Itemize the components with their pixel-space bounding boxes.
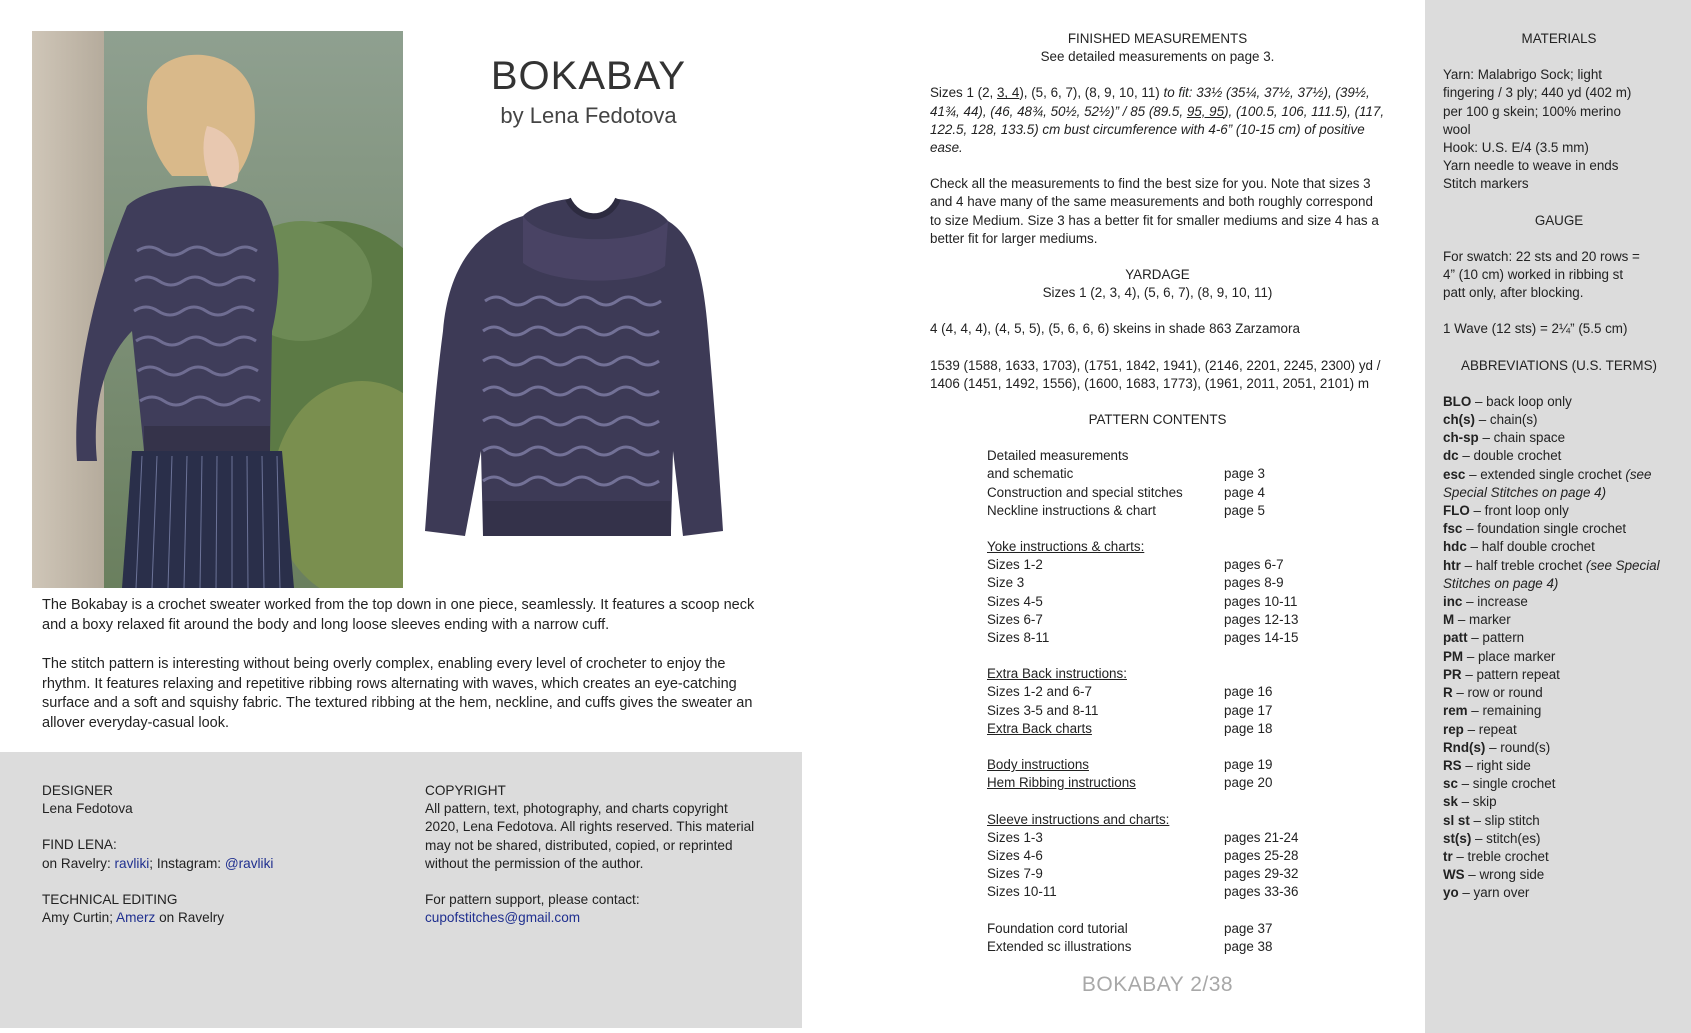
yardage-heading: YARDAGE bbox=[1125, 267, 1190, 283]
abbreviation-term: htr bbox=[1443, 557, 1461, 573]
gauge-line-3: patt only, after blocking. bbox=[1443, 285, 1584, 301]
contents-page: pages 33-36 bbox=[1224, 884, 1299, 900]
abbreviation-definition: – round(s) bbox=[1485, 739, 1551, 755]
abbreviation-definition: – stitch(es) bbox=[1471, 830, 1541, 846]
contents-group-sleeve bbox=[987, 811, 1385, 902]
abbreviation-term: yo bbox=[1443, 885, 1459, 901]
abbreviation-definition: – chain(s) bbox=[1475, 412, 1538, 428]
abbreviation-term: sk bbox=[1443, 794, 1458, 810]
abbreviation-term: ch(s) bbox=[1443, 412, 1475, 428]
materials-yarn-line-3: per 100 g skein; 100% merino bbox=[1443, 103, 1621, 119]
contents-group-tutorials bbox=[987, 920, 1385, 956]
contents-row bbox=[987, 920, 1385, 938]
contents-row bbox=[987, 774, 1385, 792]
abbreviation-note: (see Special Stitches on page 4) bbox=[1443, 557, 1660, 591]
contents-label: Neckline instructions & chart bbox=[987, 502, 1156, 518]
contents-row bbox=[987, 484, 1385, 502]
abbreviation-term: R bbox=[1443, 685, 1453, 701]
abbreviation-term: st(s) bbox=[1443, 830, 1472, 846]
abbreviation-definition: – place marker bbox=[1463, 648, 1556, 664]
contents-label: Sizes 6-7 bbox=[987, 611, 1043, 627]
contents-row bbox=[987, 938, 1385, 956]
model-photo-illustration bbox=[32, 31, 403, 588]
yoke-section-title[interactable]: Yoke instructions & charts: bbox=[987, 539, 1145, 555]
contents-row bbox=[987, 556, 1385, 574]
contents-group-extra-back bbox=[987, 665, 1385, 738]
materials-hook: Hook: U.S. E/4 (3.5 mm) bbox=[1443, 140, 1589, 156]
contents-label: Construction and special stitches bbox=[987, 484, 1183, 500]
contents-label: and schematic bbox=[987, 466, 1074, 482]
abbreviation-definition: – foundation single crochet bbox=[1462, 521, 1627, 537]
abbreviation-item bbox=[1443, 812, 1675, 830]
contents-page: pages 21-24 bbox=[1224, 829, 1299, 845]
sizes-underlined-1: 3, 4 bbox=[996, 85, 1020, 101]
contents-row bbox=[987, 883, 1385, 901]
tech-editor-link[interactable]: Amerz bbox=[116, 910, 156, 926]
cover-title-block bbox=[403, 52, 774, 130]
abbreviation-definition: – slip stitch bbox=[1469, 812, 1540, 828]
find-mid: ; Instagram: bbox=[149, 855, 225, 871]
contents-label: Sizes 4-6 bbox=[987, 847, 1043, 863]
contents-group-body bbox=[987, 756, 1385, 792]
contents-row bbox=[987, 574, 1385, 592]
contents-label: Sizes 3-5 and 8-11 bbox=[987, 702, 1099, 718]
materials-sidebar bbox=[1425, 0, 1691, 1033]
abbreviation-item bbox=[1443, 757, 1675, 775]
abbreviation-definition: – pattern bbox=[1467, 630, 1525, 646]
abbreviation-term: M bbox=[1443, 612, 1455, 628]
contents-row bbox=[987, 829, 1385, 847]
contents-row bbox=[987, 720, 1385, 738]
abbreviation-term: fsc bbox=[1443, 521, 1463, 537]
sizes-text-a: Sizes 1 (2, bbox=[930, 85, 997, 101]
abbreviation-item bbox=[1443, 411, 1675, 429]
abbreviation-item bbox=[1443, 629, 1675, 647]
abbreviation-item bbox=[1443, 447, 1675, 465]
tech-editing-label: TECHNICAL EDITING bbox=[42, 891, 178, 907]
instagram-link[interactable]: @ravliki bbox=[224, 855, 274, 871]
contents-label: Size 3 bbox=[987, 575, 1025, 591]
abbreviation-definition: – treble crochet bbox=[1452, 848, 1549, 864]
materials-yarn-line-4: wool bbox=[1443, 121, 1471, 137]
pattern-title: BOKABAY bbox=[490, 54, 687, 98]
contents-page: pages 8-9 bbox=[1224, 575, 1284, 591]
contents-row bbox=[987, 847, 1385, 865]
abbreviation-item bbox=[1443, 593, 1675, 611]
abbreviation-definition: – increase bbox=[1462, 594, 1528, 610]
abbreviation-item bbox=[1443, 702, 1675, 720]
contents-label: Foundation cord tutorial bbox=[987, 920, 1128, 936]
copyright-label: COPYRIGHT bbox=[425, 783, 506, 798]
sizes-text-c: to fit: 33½ (35¼, 37½, 37½), (39½, 41¾, 44), (46, 48¾, 50½, 52½)” / 85 (89.5, bbox=[930, 85, 1370, 119]
abbreviation-definition: – extended single crochet bbox=[1465, 466, 1626, 482]
contents-page: page 37 bbox=[1224, 920, 1273, 936]
sizes-text-b: ), (5, 6, 7), (8, 9, 10, 11) bbox=[1019, 85, 1164, 101]
abbreviation-definition: – repeat bbox=[1463, 721, 1517, 737]
abbreviation-term: esc bbox=[1443, 466, 1466, 482]
contents-group-yoke bbox=[987, 538, 1385, 647]
support-email-link[interactable]: cupofstitches@gmail.com bbox=[425, 910, 581, 926]
contents-page: pages 29-32 bbox=[1224, 866, 1299, 882]
contents-row bbox=[987, 629, 1385, 647]
yardage-lengths-line-2: 1406 (1451, 1492, 1556), (1600, 1683, 1773), (1961, 2011, 2051, 2101) m bbox=[930, 375, 1370, 391]
abbreviation-term: hdc bbox=[1443, 539, 1467, 555]
credits-panel bbox=[0, 752, 802, 1028]
abbreviation-term: ch-sp bbox=[1443, 430, 1479, 446]
tech-editor-name: Amy Curtin; bbox=[42, 910, 117, 926]
contents-label: Sizes 7-9 bbox=[987, 866, 1043, 882]
contents-row bbox=[987, 611, 1385, 629]
yardage-sizes: Sizes 1 (2, 3, 4), (5, 6, 7), (8, 9, 10, 11) bbox=[1042, 285, 1273, 301]
finished-measurements-heading: FINISHED MEASUREMENTS bbox=[1067, 31, 1248, 46]
abbreviation-item bbox=[1443, 393, 1675, 411]
intro-paragraph-1: The Bokabay is a crochet sweater worked from the top down in one piece, seamlessly. It features a scoop neck and a boxy relaxed fit around the body and long loose sleeves ending with a narrow cuff. bbox=[42, 597, 755, 633]
contents-page: pages 10-11 bbox=[1224, 593, 1298, 609]
sizes-text-d: ), (100.5, 106, 111.5), (117, 122.5, 128, 133.5) cm bust circumference with 4-6” (10-15 cm) of positive ease. bbox=[930, 103, 1385, 156]
contents-row bbox=[987, 593, 1385, 611]
contents-label: Sizes 1-3 bbox=[987, 829, 1043, 845]
pattern-contents-list bbox=[987, 447, 1385, 956]
contents-row bbox=[987, 447, 1385, 465]
abbreviation-item bbox=[1443, 793, 1675, 811]
abbreviation-item bbox=[1443, 721, 1675, 739]
copyright-line-4: without the permission of the author. bbox=[425, 855, 644, 871]
abbreviation-term: RS bbox=[1443, 757, 1462, 773]
abbreviation-term: rep bbox=[1443, 721, 1464, 737]
hem-ribbing-link[interactable]: Hem Ribbing instructions bbox=[987, 775, 1136, 791]
abbreviation-definition: – marker bbox=[1454, 612, 1511, 628]
abbreviation-term: Rnd(s) bbox=[1443, 739, 1486, 755]
contents-row bbox=[987, 683, 1385, 701]
contents-page: page 16 bbox=[1224, 684, 1273, 700]
extra-back-section-title[interactable]: Extra Back instructions: bbox=[987, 666, 1127, 682]
abbreviation-definition: – pattern repeat bbox=[1461, 666, 1560, 682]
contents-label: Sizes 1-2 bbox=[987, 557, 1043, 573]
contents-page: pages 6-7 bbox=[1224, 557, 1284, 573]
support-label: For pattern support, please contact: bbox=[425, 892, 640, 908]
abbreviation-item bbox=[1443, 502, 1675, 520]
contents-group-1 bbox=[987, 447, 1385, 520]
designer-name: Lena Fedotova bbox=[42, 801, 133, 817]
copyright-line-3: may not be shared, distributed, copied, or reprinted bbox=[425, 837, 733, 853]
ravelry-link[interactable]: ravliki bbox=[114, 855, 150, 871]
abbreviation-note: (see Special Stitches on page 4) bbox=[1443, 466, 1652, 500]
designer-label: DESIGNER bbox=[42, 783, 114, 798]
abbreviation-definition: – back loop only bbox=[1471, 393, 1572, 409]
abbreviation-definition: – front loop only bbox=[1469, 503, 1569, 519]
abbreviation-term: sl st bbox=[1443, 812, 1470, 828]
abbreviation-definition: – double crochet bbox=[1458, 448, 1562, 464]
materials-needle: Yarn needle to weave in ends bbox=[1443, 158, 1619, 174]
contents-label: Sizes 8-11 bbox=[987, 630, 1050, 646]
sleeve-section-title[interactable]: Sleeve instructions and charts: bbox=[987, 811, 1170, 827]
abbreviation-item bbox=[1443, 666, 1675, 684]
abbreviation-definition: – single crochet bbox=[1457, 776, 1556, 792]
contents-page: page 4 bbox=[1224, 484, 1265, 500]
intro-paragraph-2: The stitch pattern is interesting without being overly complex, enabling every level of crocheter to enjoy the rhythm. It features relaxing and repetitive ribbing rows alternating with waves, which creates an eye-catching surface and a soft and squishy fabric. The textured ribbing at the hem, neckline, and cuffs gives the sweater an allover everyday-casual look. bbox=[42, 656, 753, 731]
abbreviation-definition: – chain space bbox=[1478, 430, 1566, 446]
yardage-lengths-line-1: 1539 (1588, 1633, 1703), (1751, 1842, 1941), (2146, 2201, 2245, 2300) yd / bbox=[930, 357, 1381, 373]
find-prefix: on Ravelry: bbox=[42, 855, 115, 871]
sizes-underlined-2: 95, 95 bbox=[1186, 103, 1225, 119]
contents-label: Sizes 1-2 and 6-7 bbox=[987, 684, 1092, 700]
contents-label: Detailed measurements bbox=[987, 448, 1129, 464]
finished-measurements-subheading: See detailed measurements on page 3. bbox=[1040, 49, 1275, 65]
abbreviations-list bbox=[1443, 393, 1675, 903]
abbreviation-item bbox=[1443, 611, 1675, 629]
contents-page: page 17 bbox=[1224, 702, 1273, 718]
abbreviation-term: tr bbox=[1443, 848, 1453, 864]
find-label: FIND LENA: bbox=[42, 837, 117, 853]
abbreviation-term: PR bbox=[1443, 666, 1462, 682]
contents-page: page 38 bbox=[1224, 938, 1273, 954]
materials-markers: Stitch markers bbox=[1443, 176, 1529, 192]
abbreviation-definition: – wrong side bbox=[1464, 867, 1545, 883]
contents-page: pages 25-28 bbox=[1224, 847, 1299, 863]
page-number-footer: BOKABAY 2/38 bbox=[1081, 973, 1234, 996]
abbreviation-term: FLO bbox=[1443, 503, 1470, 519]
copyright-line-2: 2020, Lena Fedotova. All rights reserved. This material bbox=[425, 819, 755, 835]
abbreviation-term: dc bbox=[1443, 448, 1459, 464]
abbreviation-item bbox=[1443, 684, 1675, 702]
credits-left-column bbox=[42, 782, 402, 945]
gauge-wave: 1 Wave (12 sts) = 2¼” (5.5 cm) bbox=[1443, 321, 1628, 337]
contents-row bbox=[987, 502, 1385, 520]
body-instructions-link[interactable]: Body instructions bbox=[987, 757, 1089, 773]
gauge-text bbox=[1443, 248, 1675, 303]
abbreviation-term: PM bbox=[1443, 648, 1464, 664]
find-links bbox=[42, 855, 402, 873]
contents-page: page 18 bbox=[1224, 720, 1273, 736]
contents-page: page 20 bbox=[1224, 775, 1273, 791]
gauge-line-2: 4” (10 cm) worked in ribbing st bbox=[1443, 267, 1624, 283]
abbreviation-item bbox=[1443, 429, 1675, 447]
abbreviation-item bbox=[1443, 520, 1675, 538]
abbreviation-item bbox=[1443, 648, 1675, 666]
contents-row bbox=[987, 756, 1385, 774]
pattern-contents-heading: PATTERN CONTENTS bbox=[1088, 412, 1227, 428]
contents-label: Sizes 4-5 bbox=[987, 593, 1043, 609]
contents-page: pages 14-15 bbox=[1224, 630, 1299, 646]
abbreviations-heading: ABBREVIATIONS (U.S. TERMS) bbox=[1461, 357, 1657, 373]
contents-page: page 19 bbox=[1224, 757, 1273, 773]
abbreviation-item bbox=[1443, 775, 1675, 793]
abbreviation-definition: – remaining bbox=[1467, 703, 1542, 719]
abbreviation-term: sc bbox=[1443, 776, 1458, 792]
abbreviation-definition: – half treble crochet bbox=[1460, 557, 1586, 573]
tech-editing-credit bbox=[42, 909, 402, 927]
size-advice-paragraph: Check all the measurements to find the best size for you. Note that sizes 3 and 4 have many of the same measurements and both roughly correspond to size Medium. Size 3 has a better fit for smaller mediums and size 4 has a better fit for larger mediums. bbox=[930, 176, 1379, 246]
intro-text bbox=[42, 596, 772, 753]
materials-list bbox=[1443, 66, 1675, 193]
abbreviation-term: patt bbox=[1443, 630, 1468, 646]
sidebar-content bbox=[1443, 30, 1675, 903]
abbreviation-item bbox=[1443, 866, 1675, 884]
contents-page: pages 12-13 bbox=[1224, 611, 1299, 627]
pattern-byline: by Lena Fedotova bbox=[500, 103, 677, 128]
contents-page: page 3 bbox=[1224, 466, 1265, 482]
contents-label: Extended sc illustrations bbox=[987, 938, 1132, 954]
credits-right-column bbox=[425, 782, 785, 945]
abbreviation-item bbox=[1443, 884, 1675, 902]
abbreviation-item bbox=[1443, 830, 1675, 848]
gauge-line-1: For swatch: 22 sts and 20 rows = bbox=[1443, 248, 1640, 264]
yardage-skeins: 4 (4, 4, 4), (4, 5, 5), (5, 6, 6, 6) skeins in shade 863 Zarzamora bbox=[930, 321, 1300, 337]
contents-row bbox=[987, 465, 1385, 483]
tech-editor-suffix: on Ravelry bbox=[155, 910, 225, 926]
contents-row bbox=[987, 865, 1385, 883]
abbreviation-term: rem bbox=[1443, 703, 1468, 719]
contents-page: page 5 bbox=[1224, 502, 1265, 518]
materials-yarn-line-1: Yarn: Malabrigo Sock; light bbox=[1443, 67, 1603, 83]
abbreviation-definition: – yarn over bbox=[1458, 885, 1530, 901]
copyright-line-1: All pattern, text, photography, and charts copyright bbox=[425, 801, 728, 817]
contents-row bbox=[987, 702, 1385, 720]
contents-label: Sizes 10-11 bbox=[987, 884, 1057, 900]
gauge-heading: GAUGE bbox=[1534, 212, 1584, 228]
abbreviation-item bbox=[1443, 739, 1675, 757]
abbreviation-term: inc bbox=[1443, 594, 1463, 610]
abbreviation-definition: – right side bbox=[1461, 757, 1531, 773]
photo-model-wearing-sweater bbox=[32, 31, 403, 588]
abbreviation-item bbox=[1443, 848, 1675, 866]
abbreviation-definition: – half double crochet bbox=[1466, 539, 1595, 555]
abbreviation-item bbox=[1443, 466, 1675, 502]
abbreviation-item bbox=[1443, 557, 1675, 593]
abbreviation-term: BLO bbox=[1443, 393, 1472, 409]
abbreviation-item bbox=[1443, 538, 1675, 556]
abbreviation-term: WS bbox=[1443, 867, 1465, 883]
extra-back-charts-link[interactable]: Extra Back charts bbox=[987, 720, 1092, 736]
measurements-page bbox=[930, 30, 1385, 974]
abbreviation-definition: – row or round bbox=[1452, 685, 1543, 701]
materials-heading: MATERIALS bbox=[1521, 31, 1597, 46]
abbreviation-definition: – skip bbox=[1457, 794, 1497, 810]
materials-yarn-line-2: fingering / 3 ply; 440 yd (402 m) bbox=[1443, 85, 1632, 101]
sizes-paragraph bbox=[930, 84, 1385, 157]
